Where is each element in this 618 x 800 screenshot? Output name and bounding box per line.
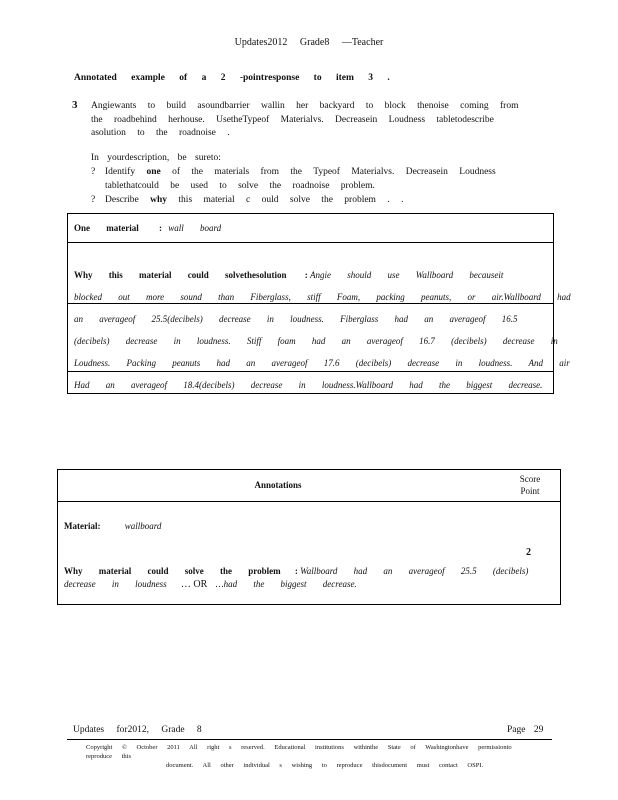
annotation-material-value: wallboard: [124, 521, 162, 531]
bullet-emphasis: one: [146, 167, 161, 177]
score-point-header: Score Point: [519, 474, 541, 496]
question-number: 3: [72, 99, 78, 111]
footer-divider: [67, 739, 552, 740]
material-row: One material : wall board: [74, 223, 222, 233]
material-value: wall board: [168, 223, 222, 233]
material-label: One material: [74, 223, 139, 233]
annotation-why-text: Wallboard had an averageof 25.5 (decibels): [300, 566, 529, 576]
page-header: Updates2012 Grade8 —Teacher: [234, 37, 384, 48]
annotation-material-label: Material:: [64, 521, 101, 531]
bullet-text: of the materials from the Typeof Materialvs. Decreasein Loudness: [172, 167, 496, 177]
bullet-identify: [91, 166, 531, 193]
divider: [68, 371, 553, 372]
response-line: blocked out more sound than Fiberglass, stiff Foam, packing peanuts, or air.Wallboard had: [74, 292, 571, 302]
bullet-marker: ?: [91, 195, 96, 205]
annotation-why-row-2: decrease in loudness … OR …had the biggest decrease.: [64, 579, 357, 590]
response-line: an averageof 25.5(decibels) decrease in loudness. Fiberglass had an averageof 16.5: [74, 314, 518, 324]
annotations-header-row: [58, 470, 560, 502]
page-number: Page 29: [507, 725, 544, 735]
bullet-text: this material c ould solve the problem . .: [178, 195, 404, 205]
annotated-example-title: Annotated example of a 2 -pointresponse to item 3 .: [74, 73, 390, 83]
why-row: Why this material could solvethesolution : Angie should use Wallboard becauseit: [74, 270, 504, 280]
bullet-describe: [91, 194, 403, 208]
response-line: (decibels) decrease in loudness. Stiff foam had an averageof 16.7 (decibels) decrease in: [74, 336, 558, 346]
bullet-marker: ?: [91, 167, 96, 177]
divider: [68, 303, 553, 304]
bullet-text: Describe: [105, 195, 139, 205]
copyright-notice: Copyright © October 2011 All right s reserved. Educational institutions withinthe State of Washingtonhave permissionto reproduce this document. All other individual s wishing to reproduce thisdocument must contact OSPI.: [86, 744, 512, 769]
bullet-text: Identify: [105, 167, 136, 177]
footer-title: Updates for2012, Grade 8: [73, 725, 202, 735]
response-line: Angie should use Wallboard becauseit: [310, 270, 504, 280]
annotation-why-label: Why material could solve the problem: [64, 566, 281, 576]
response-line: Loudness. Packing peanuts had an averageof 17.6 (decibels) decrease in loudness. And air: [74, 358, 570, 368]
annotation-material-row: [64, 521, 161, 531]
question-text: Angiewants to build asoundbarrier wallin her backyard to block thenoise coming from the roadbehind herhouse. UsetheTypeof Materialvs. Decreasein Loudness tabletodescribe asolution to the roadnoise .: [91, 101, 519, 138]
bullet-continuation: tablethatcould be used to solve the roadnoise problem.: [105, 180, 375, 191]
description-instructions: In yourdescription, be sureto:: [91, 153, 221, 163]
annotations-header: Annotations: [254, 480, 302, 490]
student-response-box: [67, 213, 571, 394]
bullet-emphasis: why: [150, 195, 168, 205]
response-line: Had an averageof 18.4(decibels) decrease in loudness.Wallboard had the biggest decrease.: [74, 380, 543, 390]
annotation-why-row: Why material could solve the problem : Wallboard had an averageof 25.5 (decibels): [64, 566, 529, 576]
annotations-table: [57, 469, 561, 605]
divider: [68, 242, 553, 243]
score-value: 2: [526, 547, 531, 558]
why-label: Why this material could solvethesolution: [74, 270, 287, 280]
